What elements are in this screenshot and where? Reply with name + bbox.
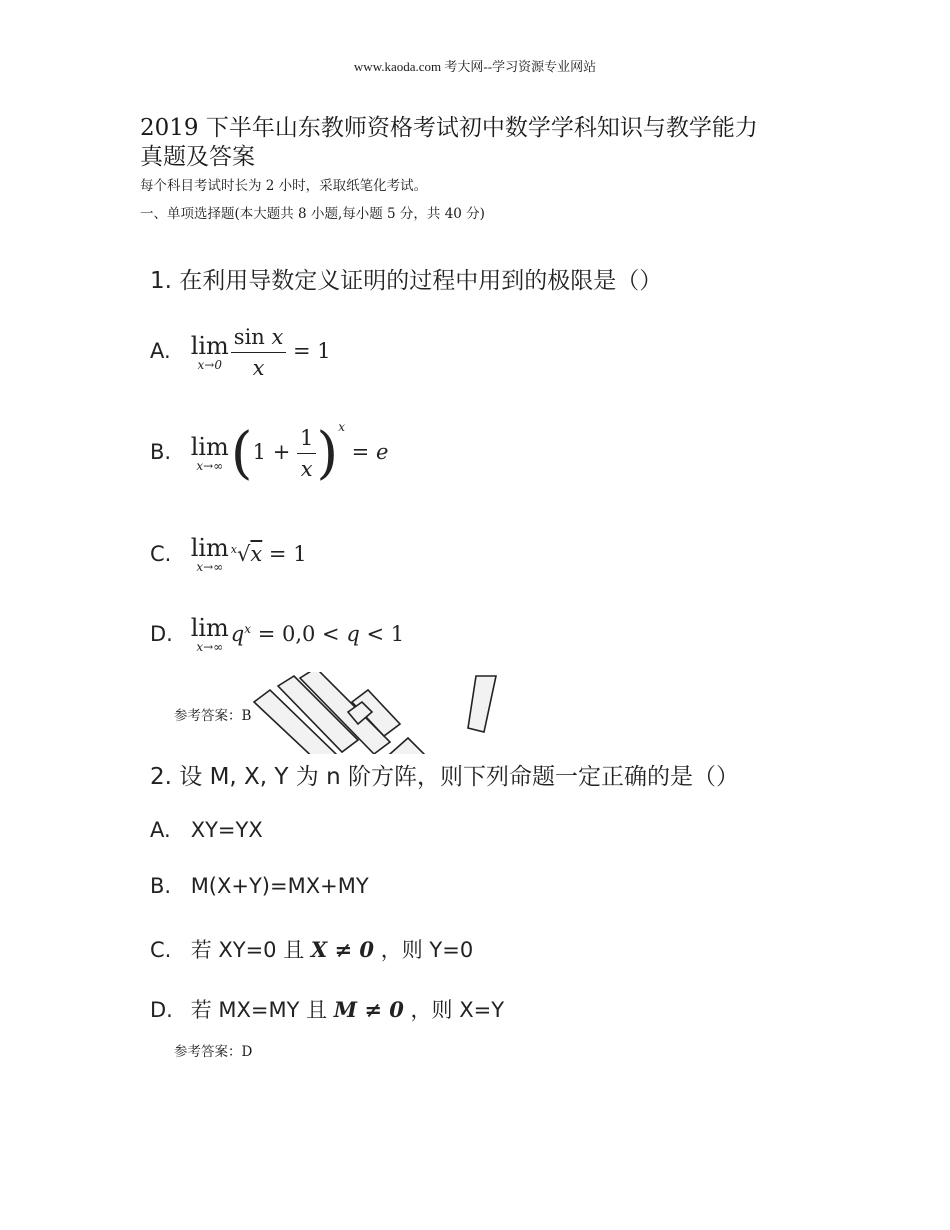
section-heading: 一、单项选择题(本大题共 8 小题,每小题 5 分，共 40 分): [140, 206, 485, 222]
question-1-answer: 参考答案：B: [174, 708, 252, 724]
question-2-answer: 参考答案：D: [174, 1044, 253, 1060]
option-c-formula: lim x→∞ $^x$√x = 1: [190, 534, 307, 574]
document-title: [140, 114, 820, 172]
option-letter: A.: [150, 818, 171, 842]
question-1-stem: 1. 在利用导数定义证明的过程中用到的极限是（）: [150, 268, 663, 294]
question-1-option-b: [150, 420, 388, 486]
option-letter: C.: [150, 938, 172, 962]
question-1-option-d: [150, 616, 404, 654]
option-c-post: ，则 Y=0: [380, 938, 474, 962]
option-b-formula: lim x→∞ (1 + $\frac{1}{x}$ )$^x$ = e: [190, 420, 389, 486]
question-2-stem: 2. 设 M, X, Y 为 n 阶方阵，则下列命题一定正确的是（）: [150, 764, 739, 790]
option-d-formula: lim x→∞ $q^x = 0,0 < q < 1$: [190, 614, 405, 654]
kaoda-logo-watermark-icon: [240, 672, 510, 762]
option-letter: B.: [150, 440, 172, 464]
option-letter: D.: [150, 621, 173, 646]
option-d-pre: 若 MX=MY 且: [190, 998, 328, 1022]
question-2-option-d: [150, 994, 504, 1024]
option-d-math: M ≠ 0: [333, 997, 404, 1022]
option-a-formula: lim x→0 $\frac{\text{sin x}}{x}$ = 1: [191, 339, 331, 363]
question-1-option-a: [150, 322, 331, 383]
option-letter: B.: [150, 874, 172, 898]
option-letter: A.: [150, 339, 171, 363]
exam-intro: 每个科目考试时长为 2 小时，采取纸笔化考试。: [140, 178, 428, 194]
question-1-option-c: [150, 536, 307, 574]
option-letter: D.: [150, 998, 173, 1022]
option-letter: C.: [150, 541, 172, 566]
title-line-1: 2019 下半年山东教师资格考试初中数学学科知识与教学能力: [140, 115, 758, 141]
option-d-post: ，则 X=Y: [410, 998, 505, 1022]
option-c-pre: 若 XY=0 且: [190, 938, 305, 962]
question-2-option-b: [150, 874, 369, 898]
option-a-text: XY=YX: [190, 818, 263, 842]
title-line-2: 真题及答案: [140, 144, 255, 170]
question-2-option-c: [150, 934, 473, 964]
option-b-text: M(X+Y)=MX+MY: [190, 874, 369, 898]
page-header: www.kaoda.com 考大网--学习资源专业网站: [353, 59, 597, 74]
option-c-math: X ≠ 0: [310, 937, 375, 962]
question-2-option-a: [150, 818, 263, 842]
